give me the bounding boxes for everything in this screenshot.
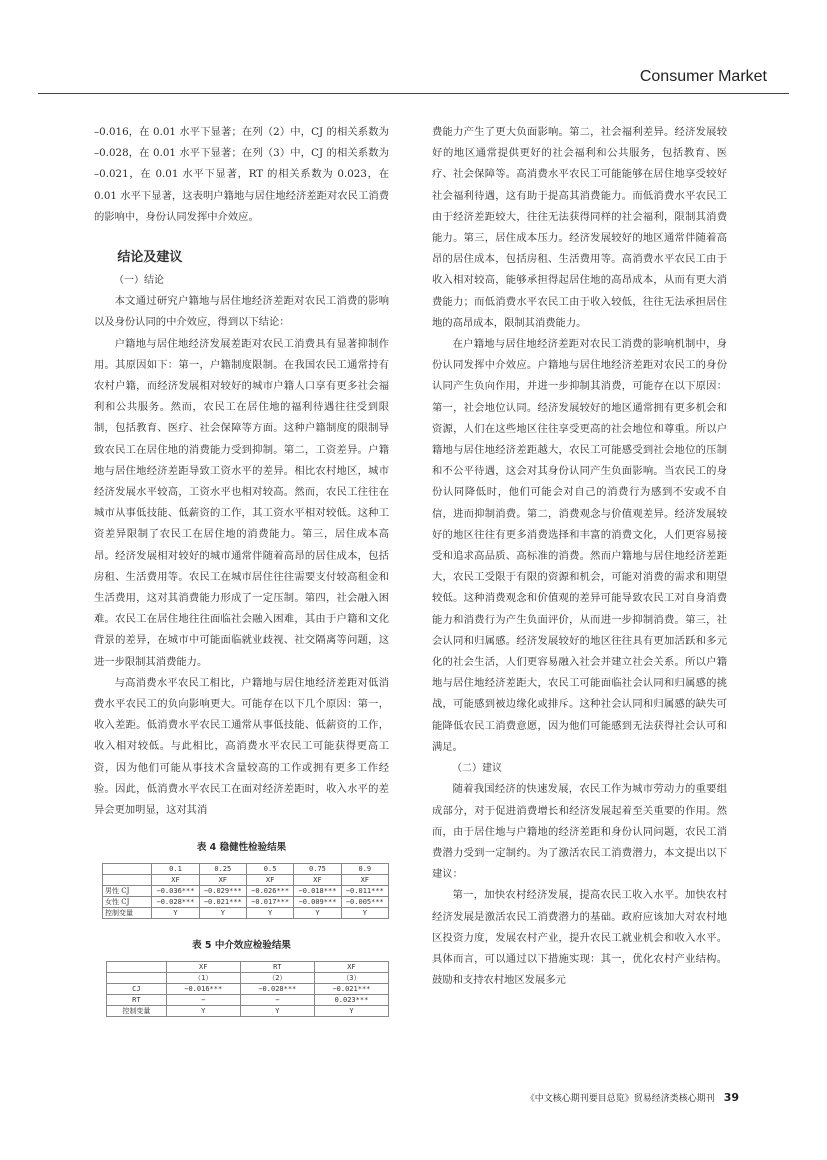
table-cell: Y (294, 908, 341, 919)
table-header-cell: 0.5 (246, 864, 293, 875)
section-title: 结论及建议 (117, 250, 183, 266)
table-header-cell: 0.1 (152, 864, 199, 875)
table-cell: − (166, 995, 240, 1006)
paragraph: 户籍地与居住地经济发展差距对农民工消费具有显著抑制作用。其原因如下：第一，户籍制度限制。在我国农民工通常持有农村户籍，而经济发展相对较好的城市户籍人口享有更多社会福利和公共服务。然而，农民工在居住地的福利待遇往往受到限制，包括教育、医疗、社会保障等方面。这种户籍制度的限制导致农民工在居住地的消费能力受到抑制。第二，工资差异。户籍地与居住地经济差距导致工资水平的差异。相比农村地区，城市经济发展水平较高，工资水平也相对较高。然而，农民工往往在城市从事低技能、低薪资的工作，其工资水平相对较低。这种工资差异限制了农民工在居住地的消费能力。第三，居住成本高昂。经济发展相对较好的城市通常伴随着高昂的居住成本，包括房租、生活费用等。农民工在城市居住往往需要支付较高租金和生活费用，这对其消费能力形成了一定压制。第四，社会融入困难。农民工在居住地往往面临社会融入困难，其由于户籍和文化背景的差异，在城市中可能面临就业歧视、社交隔离等问题，这进一步限制其消费能力。 (94, 337, 389, 668)
table-cell: CJ (107, 984, 167, 995)
table-cell: −0.029*** (199, 886, 246, 897)
table-cell: Y (314, 1006, 388, 1017)
table-cell: −0.021*** (199, 897, 246, 908)
table-cell: Y (152, 908, 199, 919)
footer-journal: 《中文核心期刊要目总览》贸易经济类核心期刊 (525, 1094, 715, 1104)
table5-caption: 表 5 中介效应检验结果 (192, 940, 291, 952)
table-cell: XF (199, 875, 246, 886)
table-cell: −0.036*** (152, 886, 199, 897)
table-header-cell (103, 864, 152, 875)
table-cell: −0.028*** (152, 897, 199, 908)
table4-robustness (102, 863, 389, 919)
table-row (103, 886, 389, 897)
table4-caption: 表 4 稳健性检验结果 (196, 842, 287, 854)
table-cell: −0.016*** (166, 984, 240, 995)
table-cell: −0.011*** (341, 886, 388, 897)
table-cell: Y (199, 908, 246, 919)
table-row (107, 995, 389, 1006)
paragraph: 第一，加快农村经济发展，提高农民工收入水平。加快农村经济发展是激活农民工消费潜力的基础。政府应该加大对农村地区投资力度，发展农村产业，提升农民工就业机会和收入水平。具体而言，可以通过以下措施实现：其一，优化农村产业结构。鼓励和支持农村地区发展多元 (432, 889, 727, 987)
table-cell: Y (240, 1006, 314, 1017)
journal-header-title: Consumer Market (639, 68, 767, 85)
table-cell: 0.023*** (314, 995, 388, 1006)
table-cell: （1） (166, 973, 240, 984)
table-header-cell: XF (314, 962, 388, 973)
page-footer (526, 1091, 739, 1104)
table-cell: （3） (314, 973, 388, 984)
table-cell: 控制变量 (103, 908, 152, 919)
table-header-cell (107, 962, 167, 973)
table-cell: −0.005*** (341, 897, 388, 908)
table-cell (107, 973, 167, 984)
paragraph: 随着我国经济的快速发展，农民工作为城市劳动力的重要组成部分，对于促进消费增长和经济发展起着至关重要的作用。然而，由于居住地与户籍地的经济差距和身份认同问题，农民工消费潜力受到一定制约。为了激活农民工消费潜力，本文提出以下建议： (432, 783, 727, 881)
table-cell: −0.018*** (294, 886, 341, 897)
table-subheader-row (107, 973, 389, 984)
table-row (103, 897, 389, 908)
table-cell: −0.009*** (294, 897, 341, 908)
table-row (103, 908, 389, 919)
table-cell: XF (341, 875, 388, 886)
paragraph: 在户籍地与居住地经济差距对农民工消费的影响机制中，身份认同发挥中介效应。户籍地与居住地经济差距对农民工的身份认同产生负向作用，并进一步抑制其消费，可能存在以下原因：第一，社会地位认同。经济发展较好的地区通常拥有更多机会和资源，人们在这些地区往往享受更高的社会地位和尊重。所以户籍地与居住地经济差距越大，农民工可能感受到社会地位的压制和不公平待遇，这会对其身份认同产生负面影响。当农民工的身份认同降低时，他们可能会对自己的消费行为感到不安或不自信，进而抑制消费。第二，消费观念与价值观差异。经济发展较好的地区往往有更多消费选择和丰富的消费文化，人们更容易接受和追求高品质、高标准的消费。然而户籍地与居住地经济差距大，农民工受限于有限的资源和机会，可能对消费的需求和期望较低。这种消费观念和价值观的差异可能导致农民工对自身消费能力和消费行为产生负面评价，从而进一步抑制消费。第三，社会认同和归属感。经济发展较好的地区往往具有更加活跃和多元化的社会生活，人们更容易融入社会并建立社会关系。所以户籍地与居住地经济差距大，农民工可能面临社会认同和归属感的挑战，可能感到被边缘化或排斥。这种社会认同和归属感的缺失可能降低农民工消费意愿，因为他们可能感到无法获得社会认可和满足。 (432, 338, 727, 753)
table-cell: XF (246, 875, 293, 886)
paragraph: 本文通过研究户籍地与居住地经济差距对农民工消费的影响以及身份认同的中介效应，得到以下结论： (94, 295, 389, 329)
table-header-row (103, 864, 389, 875)
table-cell: 女性 CJ (103, 897, 152, 908)
subsection-conclusion: （一）结论 (114, 275, 164, 287)
left-column (94, 122, 389, 1017)
table-cell (103, 875, 152, 886)
table-header-cell: RT (240, 962, 314, 973)
table-cell: Y (246, 908, 293, 919)
table-header-row (107, 962, 389, 973)
header-divider (38, 93, 789, 94)
paragraph-continued: 费能力产生了更大负面影响。第二，社会福利差异。经济发展较好的地区通常提供更好的社会福利和公共服务，包括教育、医疗、社会保障等。高消费水平农民工可能能够在居住地享受较好社会福利待遇，这有助于提高其消费能力。而低消费水平农民工由于经济差距较大，往往无法获得同样的社会福利，限制其消费能力。第三，居住成本压力。经济发展较好的地区通常伴随着高昂的居住成本，包括房租、生活费用等。高消费水平农民工由于收入相对较高，能够承担得起居住地的高昂成本，从而有更大消费能力；而低消费水平农民工由于收入较低，往往无法承担居住地的高昂成本，限制其消费能力。 (432, 126, 727, 329)
table-cell: XF (152, 875, 199, 886)
table-row (107, 984, 389, 995)
table-header-cell: 0.25 (199, 864, 246, 875)
table-subheader-row (103, 875, 389, 886)
table-cell: Y (166, 1006, 240, 1017)
table-cell: 男性 CJ (103, 886, 152, 897)
table-cell: −0.026*** (246, 886, 293, 897)
table-cell: − (240, 995, 314, 1006)
table5-mediation (106, 961, 389, 1017)
table-cell: −0.028*** (240, 984, 314, 995)
paragraph: 与高消费水平农民工相比，户籍地与居住地经济差距对低消费水平农民工的负向影响更大。可能存在以下几个原因：第一，收入差距。低消费水平农民工通常从事低技能、低薪资的工作，收入相对较低。与此相比，高消费水平农民工可能获得更高工资，因为他们可能从事技术含量较高的工作或拥有更多工作经验。因此，低消费水平农民工在面对经济差距时，收入水平的差异会更加明显，这对其消 (94, 676, 389, 817)
table-cell: XF (294, 875, 341, 886)
table-header-cell: 0.75 (294, 864, 341, 875)
table-cell: （2） (240, 973, 314, 984)
table-header-cell: XF (166, 962, 240, 973)
table-row (107, 1006, 389, 1017)
table-cell: −0.021*** (314, 984, 388, 995)
paragraph-continued: –0.016，在 0.01 水平下显著；在列（2）中，CJ 的相关系数为 –0.028，在 0.01 水平下显著；在列（3）中，CJ 的相关系数为 –0.021，在 0.01 水平下显著，RT 的相关系数为 0.023，在 0.01 水平下显著，这表明户籍地与居住地经济差距对农民工消费的影响中，身份认同发挥中介效应。 (94, 126, 389, 223)
subsection-suggestions: （二）建议 (452, 763, 502, 775)
right-column (432, 122, 727, 991)
page-number: 39 (723, 1091, 739, 1104)
table-cell: −0.017*** (246, 897, 293, 908)
table-header-cell: 0.9 (341, 864, 388, 875)
table-cell: Y (341, 908, 388, 919)
table-cell: RT (107, 995, 167, 1006)
table-cell: 控制变量 (107, 1006, 167, 1017)
